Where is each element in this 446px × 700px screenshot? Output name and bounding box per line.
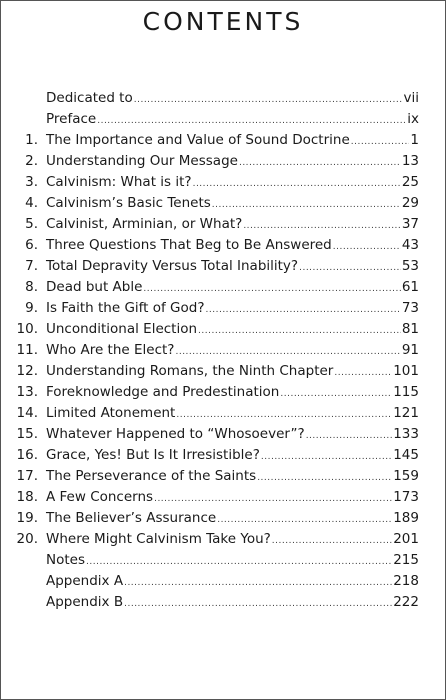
toc-entry[interactable]	[1, 109, 445, 130]
chapter-number: 3.	[25, 174, 38, 190]
dot-leader	[206, 300, 401, 321]
toc-entry[interactable]	[1, 319, 445, 340]
toc-entry-line	[46, 151, 419, 174]
dot-leader	[86, 552, 392, 573]
chapter-title: The Perseverance of the Saints	[46, 468, 257, 484]
toc-entry[interactable]	[1, 571, 445, 592]
page-number: 91	[401, 342, 419, 358]
dot-leader	[97, 111, 406, 132]
toc-entry-line	[46, 88, 419, 111]
dot-leader	[299, 258, 401, 279]
page-number: 25	[401, 174, 419, 190]
toc-entry-line	[46, 424, 419, 447]
chapter-title: Three Questions That Beg to Be Answered	[46, 237, 332, 253]
chapter-number: 1.	[25, 132, 38, 148]
toc-entry[interactable]	[1, 193, 445, 214]
toc-entry-line	[46, 508, 419, 531]
page-number: 101	[393, 363, 419, 379]
toc-entry-line	[46, 256, 419, 279]
chapter-number: 19.	[16, 510, 38, 526]
toc-entry-line	[46, 340, 419, 363]
dot-leader	[272, 531, 392, 552]
toc-entry[interactable]	[1, 298, 445, 319]
page-number: 73	[401, 300, 419, 316]
toc-entry-line	[46, 172, 419, 195]
chapter-title: The Importance and Value of Sound Doctrine	[46, 132, 350, 148]
dot-leader	[175, 342, 400, 363]
page-number: 133	[393, 426, 419, 442]
toc-entry[interactable]	[1, 235, 445, 256]
dot-leader	[243, 216, 401, 237]
chapter-title: Grace, Yes! But Is It Irresistible?	[46, 447, 260, 463]
chapter-title: Calvinism’s Basic Tenets	[46, 195, 211, 211]
chapter-title: Unconditional Election	[46, 321, 198, 337]
chapter-title: The Believer’s Assurance	[46, 510, 217, 526]
toc-entry-line	[46, 529, 419, 552]
dot-leader	[212, 195, 401, 216]
chapter-title: Notes	[46, 552, 85, 568]
chapter-number: 13.	[16, 384, 38, 400]
toc-entry[interactable]	[1, 130, 445, 151]
chapter-number: 6.	[25, 237, 38, 253]
chapter-title: Total Depravity Versus Total Inability?	[46, 258, 299, 274]
chapter-number: 18.	[16, 489, 38, 505]
chapter-title: Understanding Romans, the Ninth Chapter	[46, 363, 334, 379]
toc-entry-line	[46, 319, 419, 342]
toc-entry-line	[46, 403, 419, 426]
page-number: 189	[393, 510, 419, 526]
chapter-title: Calvinism: What is it?	[46, 174, 192, 190]
dot-leader	[154, 489, 392, 510]
chapter-title: Foreknowledge and Predestination	[46, 384, 280, 400]
page-number: 222	[393, 594, 419, 610]
page-number: 201	[393, 531, 419, 547]
page-number: 173	[393, 489, 419, 505]
toc-entry[interactable]	[1, 592, 445, 613]
chapter-title: Whatever Happened to “Whosoever”?	[46, 426, 305, 442]
toc-entry[interactable]	[1, 445, 445, 466]
toc-entry[interactable]	[1, 172, 445, 193]
chapter-number: 12.	[16, 363, 38, 379]
dot-leader	[176, 405, 392, 426]
page-number: 1	[410, 132, 419, 148]
toc-entry[interactable]	[1, 214, 445, 235]
page-number: 37	[401, 216, 419, 232]
page-number: vii	[403, 90, 419, 106]
chapter-number: 2.	[25, 153, 38, 169]
toc-entry-line	[46, 487, 419, 510]
toc-entry[interactable]	[1, 151, 445, 172]
chapter-number: 10.	[16, 321, 38, 337]
dot-leader	[239, 153, 401, 174]
toc-entry[interactable]	[1, 256, 445, 277]
toc-entry[interactable]	[1, 466, 445, 487]
page-number: ix	[407, 111, 419, 127]
toc-entry[interactable]	[1, 340, 445, 361]
page-number: 218	[393, 573, 419, 589]
toc-entry-line	[46, 466, 419, 489]
chapter-title: Appendix B	[46, 594, 124, 610]
toc-entry[interactable]	[1, 403, 445, 424]
dot-leader	[306, 426, 393, 447]
dot-leader	[333, 237, 401, 258]
chapter-number: 9.	[25, 300, 38, 316]
toc-entry-line	[46, 109, 419, 132]
chapter-title: Is Faith the Gift of God?	[46, 300, 205, 316]
toc-entry-line	[46, 571, 419, 594]
table-of-contents	[1, 88, 445, 613]
dot-leader	[198, 321, 401, 342]
toc-entry-line	[46, 382, 419, 405]
chapter-title: Limited Atonement	[46, 405, 176, 421]
dot-leader	[193, 174, 401, 195]
toc-entry-line	[46, 277, 419, 300]
toc-entry-line	[46, 550, 419, 573]
chapter-number: 11.	[16, 342, 38, 358]
dot-leader	[351, 132, 410, 153]
dot-leader	[257, 468, 392, 489]
chapter-title: Calvinist, Arminian, or What?	[46, 216, 243, 232]
toc-entry[interactable]	[1, 88, 445, 109]
chapter-title: Where Might Calvinism Take You?	[46, 531, 271, 547]
chapter-title: Who Are the Elect?	[46, 342, 175, 358]
chapter-number: 14.	[16, 405, 38, 421]
page-number: 29	[401, 195, 419, 211]
chapter-title: A Few Concerns	[46, 489, 154, 505]
toc-entry[interactable]	[1, 550, 445, 571]
chapter-number: 15.	[16, 426, 38, 442]
toc-entry-line	[46, 361, 419, 384]
page-number: 61	[401, 279, 419, 295]
page-number: 115	[393, 384, 419, 400]
dot-leader	[134, 90, 403, 111]
page-number: 53	[401, 258, 419, 274]
chapter-number: 20.	[16, 531, 38, 547]
chapter-title: Preface	[46, 111, 97, 127]
page-number: 159	[393, 468, 419, 484]
page-number: 121	[393, 405, 419, 421]
toc-entry-line	[46, 592, 419, 615]
chapter-title: Dead but Able	[46, 279, 143, 295]
chapter-number: 16.	[16, 447, 38, 463]
chapter-title: Dedicated to	[46, 90, 133, 106]
chapter-number: 8.	[25, 279, 38, 295]
toc-entry-line	[46, 214, 419, 237]
toc-entry[interactable]	[1, 529, 445, 550]
toc-entry-line	[46, 298, 419, 321]
page-number: 215	[393, 552, 419, 568]
dot-leader	[143, 279, 400, 300]
chapter-number: 17.	[16, 468, 38, 484]
dot-leader	[217, 510, 392, 531]
chapter-title: Appendix A	[46, 573, 124, 589]
toc-entry-line	[46, 130, 419, 153]
page-number: 145	[393, 447, 419, 463]
toc-entry-line	[46, 235, 419, 258]
dot-leader	[261, 447, 392, 468]
page-number: 13	[401, 153, 419, 169]
chapter-title: Understanding Our Message	[46, 153, 238, 169]
toc-entry[interactable]	[1, 424, 445, 445]
dot-leader	[124, 573, 392, 594]
dot-leader	[334, 363, 392, 384]
toc-entry-line	[46, 193, 419, 216]
toc-entry[interactable]	[1, 361, 445, 382]
chapter-number: 7.	[25, 258, 38, 274]
toc-entry[interactable]	[1, 382, 445, 403]
chapter-number: 4.	[25, 195, 38, 211]
dot-leader	[124, 594, 392, 615]
dot-leader	[280, 384, 392, 405]
toc-entry[interactable]	[1, 277, 445, 298]
toc-entry[interactable]	[1, 487, 445, 508]
page-number: 43	[401, 237, 419, 253]
toc-entry[interactable]	[1, 508, 445, 529]
page-title: CONTENTS	[142, 7, 304, 36]
chapter-number: 5.	[25, 216, 38, 232]
page-number: 81	[401, 321, 419, 337]
toc-entry-line	[46, 445, 419, 468]
